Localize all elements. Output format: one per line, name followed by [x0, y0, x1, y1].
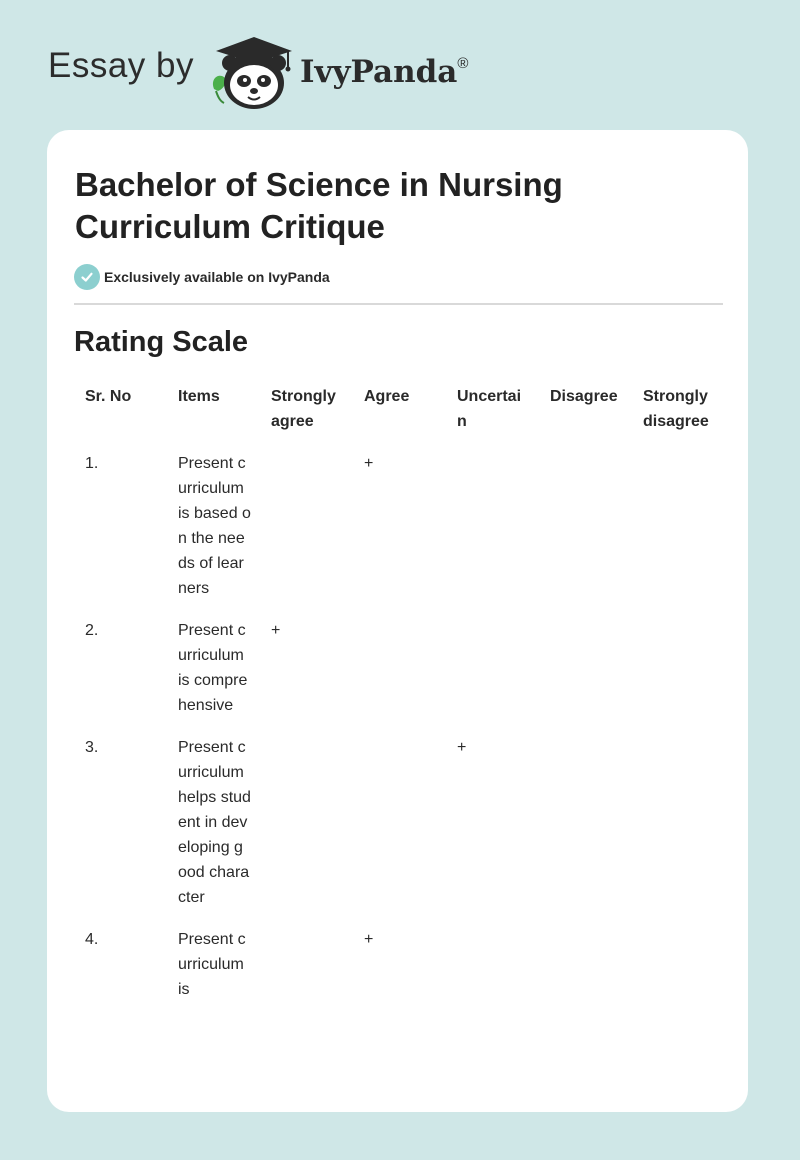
cell-strongly-disagree	[633, 618, 726, 735]
check-icon	[74, 264, 100, 290]
divider	[74, 303, 723, 305]
cell-item: Present curriculum helps student in developing good character	[178, 739, 251, 906]
brand-name: IvyPanda®	[300, 54, 469, 90]
cell-agree	[354, 735, 447, 927]
header-strongly-disagree: Strongly disagree	[643, 388, 709, 430]
header-items: Items	[178, 388, 220, 405]
cell-strongly-disagree	[633, 735, 726, 927]
panda-logo-icon	[208, 33, 298, 111]
document-card	[47, 130, 748, 1112]
cell-uncertain	[447, 927, 540, 1019]
cell-uncertain: +	[457, 739, 467, 756]
header-agree: Agree	[364, 388, 410, 405]
header-sr-no: Sr. No	[85, 388, 132, 405]
cell-item: Present curriculum is comprehensive	[178, 622, 248, 714]
cell-strongly-agree	[261, 927, 354, 1019]
page-title: Bachelor of Science in Nursing Curriculum Critique	[75, 166, 563, 245]
table-row	[75, 927, 726, 1019]
header-uncertain: Uncertain	[457, 388, 522, 430]
header-disagree: Disagree	[550, 388, 618, 405]
header-strongly-agree: Strongly agree	[271, 388, 336, 430]
table-row	[75, 618, 726, 735]
cell-item: Present curriculum is	[178, 931, 246, 998]
registered-mark: ®	[457, 54, 469, 72]
section-title: Rating Scale	[74, 326, 249, 358]
brand-header	[48, 34, 468, 114]
table-row	[75, 735, 726, 927]
cell-item: Present curriculum is based on the needs of learners	[178, 455, 251, 597]
exclusive-badge	[74, 264, 330, 290]
cell-strongly-agree	[261, 451, 354, 618]
cell-sr-no: 3.	[85, 739, 99, 756]
cell-disagree	[540, 735, 633, 927]
cell-strongly-disagree	[633, 451, 726, 618]
cell-sr-no: 1.	[85, 455, 99, 472]
table-header-row	[75, 384, 726, 451]
cell-agree: +	[364, 455, 374, 472]
cell-agree	[354, 618, 447, 735]
badge-label: Exclusively available on IvyPanda	[104, 269, 330, 285]
essay-by-label: Essay by	[48, 46, 194, 85]
cell-strongly-agree	[261, 735, 354, 927]
cell-uncertain	[447, 618, 540, 735]
cell-sr-no: 2.	[85, 622, 99, 639]
rating-table	[75, 384, 726, 1019]
cell-disagree	[540, 927, 633, 1019]
cell-agree: +	[364, 931, 374, 948]
cell-strongly-agree: +	[271, 622, 281, 639]
cell-uncertain	[447, 451, 540, 618]
cell-disagree	[540, 451, 633, 618]
table-row	[75, 451, 726, 618]
cell-disagree	[540, 618, 633, 735]
cell-strongly-disagree	[633, 927, 726, 1019]
cell-sr-no: 4.	[85, 931, 99, 948]
